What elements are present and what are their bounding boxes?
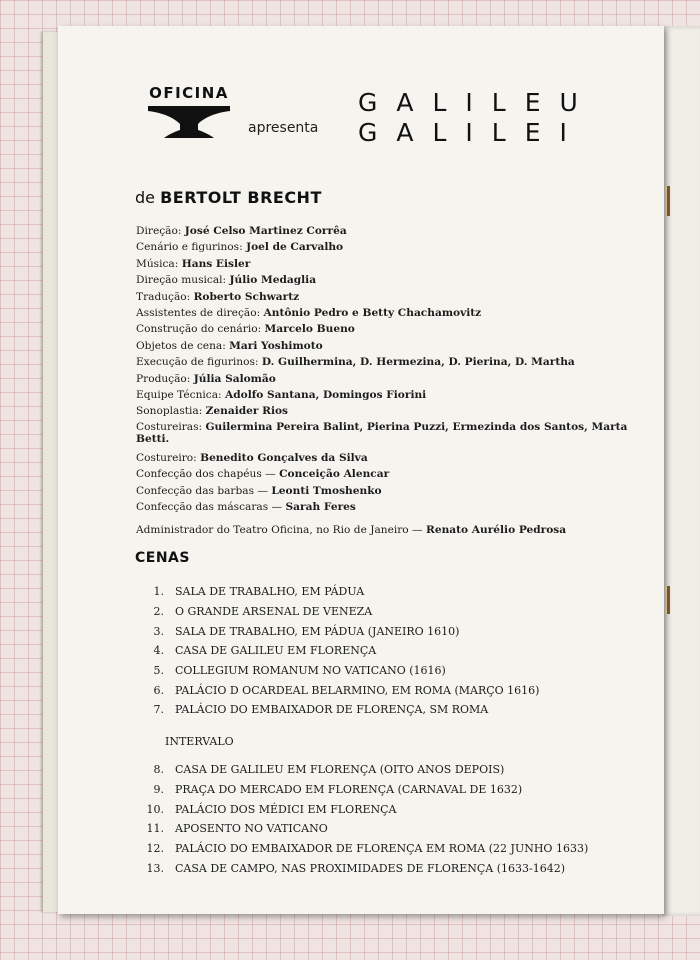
- credit-item: [136, 421, 636, 445]
- credit-name: D. Guilhermina, D. Hermezina, D. Pierina, D. Martha: [261, 356, 575, 369]
- credit-role: Costureiro:: [136, 451, 197, 464]
- credit-role: Tradução:: [136, 290, 191, 303]
- credit-role: Equipe Técnica:: [136, 389, 222, 402]
- credit-name: Adolfo Santana, Domingos Fiorini: [225, 389, 427, 402]
- scene-title: O GRANDE ARSENAL DE VENEZA: [175, 605, 373, 619]
- credit-role: Direção:: [136, 225, 182, 237]
- scene-title: CASA DE GALILEU EM FLORENÇA: [175, 644, 377, 658]
- credit-item: [136, 483, 636, 499]
- scene-item: [136, 799, 616, 819]
- scene-title: CASA DE GALILEU EM FLORENÇA (OITO ANOS DEPOIS): [175, 763, 505, 777]
- credit-name: Júlio Medaglia: [229, 274, 317, 287]
- credit-role: Construção do cenário:: [136, 323, 262, 336]
- credit-item: [136, 450, 636, 466]
- scene-title: SALA DE TRABALHO, EM PÁDUA: [175, 585, 365, 599]
- credit-name: Joel de Carvalho: [246, 241, 344, 254]
- credit-item: [136, 272, 636, 288]
- credit-item: [136, 223, 636, 239]
- credit-role: Música:: [136, 257, 179, 270]
- credit-role: Objetos de cena:: [136, 339, 226, 352]
- scene-title: CASA DE CAMPO, NAS PROXIMIDADES DE FLORENÇA (1633-1642): [175, 861, 565, 875]
- credit-role: Confecção das máscaras —: [136, 501, 283, 514]
- credit-item: [136, 305, 636, 321]
- scene-number: 11.: [146, 822, 164, 836]
- credit-name: Mari Yoshimoto: [229, 339, 323, 352]
- scene-item: [136, 780, 616, 800]
- credit-item: [136, 321, 636, 337]
- logo-text: OFICINA: [149, 84, 229, 102]
- intermission-label: INTERVALO: [165, 734, 234, 748]
- scene-item: [136, 839, 616, 859]
- scene-title: PALÁCIO DO EMBAIXADOR DE FLORENÇA EM ROMA (22 JUNHO 1633): [175, 841, 589, 855]
- scene-title: SALA DE TRABALHO, EM PÁDUA (JANEIRO 1610): [175, 624, 460, 638]
- credit-role: Confecção dos chapéus —: [136, 468, 276, 481]
- scene-title: PALÁCIO D OCARDEAL BELARMINO, EM ROMA (MARÇO 1616): [175, 683, 540, 697]
- scene-number: 5.: [153, 664, 164, 678]
- scene-item: [136, 582, 616, 602]
- credit-role: Costureiras:: [136, 420, 203, 433]
- credit-role: Cenário e figurinos:: [136, 241, 243, 254]
- credit-role: Administrador do Teatro Oficina, no Rio de Janeiro —: [136, 523, 423, 536]
- credit-name: Hans Eisler: [181, 257, 251, 270]
- credit-name: Júlia Salomão: [193, 372, 276, 385]
- scene-number: 7.: [153, 703, 164, 717]
- credit-name: José Celso Martinez Corrêa: [184, 225, 347, 237]
- scene-item: [136, 621, 616, 641]
- scene-number: 8.: [153, 763, 164, 777]
- scene-number: 9.: [153, 782, 164, 796]
- credit-role: Produção:: [136, 372, 191, 385]
- scene-item: [136, 760, 616, 780]
- credit-name: Benedito Gonçalves da Silva: [200, 451, 368, 464]
- scene-number: 6.: [153, 683, 164, 697]
- scene-number: 2.: [153, 605, 164, 619]
- credit-role: Confecção das barbas —: [136, 484, 268, 497]
- scene-item: [136, 819, 616, 839]
- scenes-heading: CENAS: [135, 550, 190, 566]
- scenes-list: [136, 582, 616, 878]
- credit-name: Zenaider Rios: [205, 405, 289, 418]
- page-edge-mark: [667, 586, 670, 614]
- credit-item: [136, 387, 636, 403]
- credit-role: Direção musical:: [136, 274, 227, 287]
- credit-item: [136, 256, 636, 272]
- credit-name: Conceição Alencar: [279, 468, 390, 481]
- scene-number: 4.: [153, 644, 164, 658]
- next-page-edge: [662, 26, 700, 916]
- scene-title: COLLEGIUM ROMANUM NO VATICANO (1616): [175, 664, 446, 678]
- scene-item: [136, 680, 616, 700]
- credits-list: [136, 223, 636, 538]
- credit-item: [136, 338, 636, 354]
- scene-item: [136, 602, 616, 622]
- credit-item: [136, 371, 636, 387]
- scene-number: 10.: [146, 802, 164, 816]
- scene-item: [136, 661, 616, 681]
- credit-name: Antônio Pedro e Betty Chachamovitz: [263, 307, 482, 320]
- author-line: [135, 188, 322, 207]
- credit-item: [136, 239, 636, 255]
- credit-name: Guilermina Pereira Balint, Pierina Puzzi, Ermezinda dos Santos, Marta Betti.: [136, 420, 628, 445]
- oficina-logo: [144, 84, 234, 140]
- anvil-icon: [144, 104, 234, 140]
- credit-name: Roberto Schwartz: [193, 290, 300, 303]
- author-name: BERTOLT BRECHT: [160, 188, 322, 207]
- scene-item: [136, 700, 616, 720]
- credit-item: [136, 466, 636, 482]
- title-line-1: GALILEU: [358, 88, 597, 117]
- scene-item: [136, 858, 616, 878]
- program-page: [58, 26, 664, 914]
- credit-name: Leonti Tmoshenko: [271, 484, 382, 497]
- scene-title: PRAÇA DO MERCADO EM FLORENÇA (CARNAVAL DE 1632): [175, 782, 523, 796]
- scene-number: 13.: [146, 861, 164, 875]
- scene-title: PALÁCIO DOS MÉDICI EM FLORENÇA: [175, 802, 397, 816]
- scene-number: 3.: [153, 624, 164, 638]
- credit-name: Marcelo Bueno: [264, 323, 355, 336]
- credit-role: Sonoplastia:: [136, 405, 203, 418]
- scene-number: 12.: [146, 841, 164, 855]
- credit-item: [136, 499, 636, 515]
- play-title: [358, 88, 597, 148]
- scene-number: 1.: [153, 585, 164, 599]
- credit-name: Renato Aurélio Pedrosa: [426, 523, 567, 536]
- scene-title: APOSENTO NO VATICANO: [175, 822, 328, 836]
- presents-text: apresenta: [248, 120, 319, 136]
- title-line-2: GALILEI: [358, 118, 586, 147]
- page-edge-mark: [667, 186, 670, 216]
- credit-item: [136, 522, 636, 538]
- credit-item: [136, 289, 636, 305]
- credit-item: [136, 354, 636, 370]
- credit-name: Sarah Feres: [285, 501, 356, 514]
- credit-role: Assistentes de direção:: [136, 307, 261, 320]
- credit-item: [136, 403, 636, 419]
- author-prefix: de: [135, 188, 155, 207]
- scene-item: [136, 641, 616, 661]
- scene-title: PALÁCIO DO EMBAIXADOR DE FLORENÇA, SM ROMA: [175, 703, 489, 717]
- credit-role: Execução de figurinos:: [136, 356, 259, 369]
